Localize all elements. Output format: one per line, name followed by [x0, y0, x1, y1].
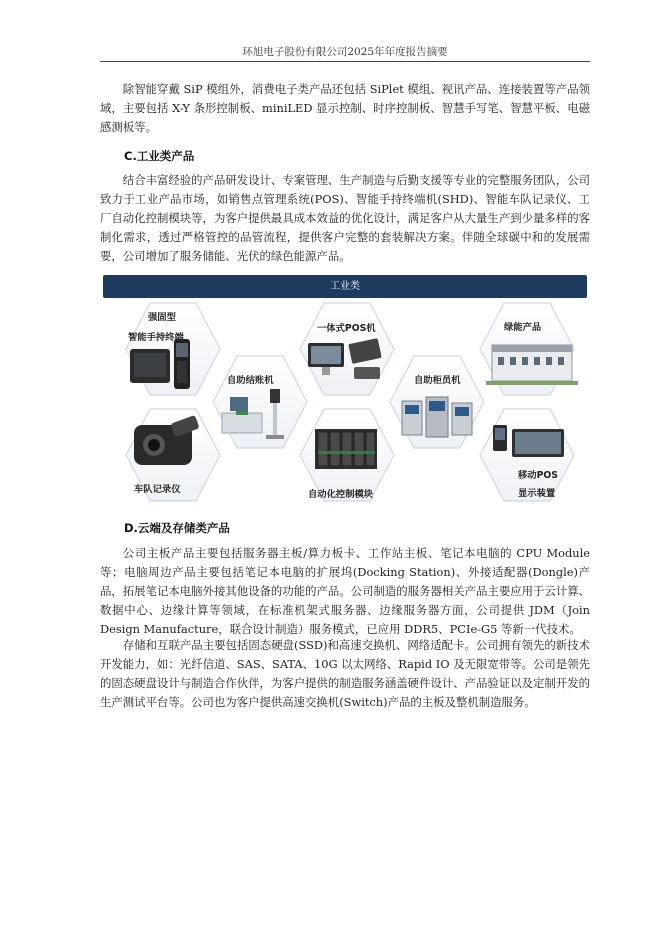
label-kiosk: 自助柜员机	[414, 375, 461, 386]
paragraph-text: 除智能穿戴 SiP 模组外，消费电子类产品还包括 SiPlet 模组、视讯产品、连接装置等产品领域，主要包括 X-Y 条形控制板、miniLED 显示控制、时序控制板、智慧手写笔、智慧平板、电磁感测板等。	[100, 82, 590, 134]
page-header: 环旭电子股份有限公司2025年年度报告摘要	[242, 46, 448, 58]
label-rugged: 强固型	[148, 312, 176, 323]
label-mobile-pos: 移动POS	[518, 470, 559, 481]
kiosk-image	[402, 397, 472, 437]
hex-self-checkout	[213, 356, 307, 448]
section-title-industrial: C.工业类产品	[124, 149, 195, 163]
label-display: 显示装置	[518, 488, 556, 499]
consumer-paragraph	[100, 80, 590, 137]
label-self-checkout: 自助结账机	[227, 375, 274, 386]
header-divider	[100, 61, 590, 62]
paragraph-text: 存储和互联产品主要包括固态硬盘(SSD)和高速交换机、网络适配卡。公司拥有领先的新技术开发能力，如：光纤信道、SAS、SATA、10G 以太网络、Rapid IO 及无限宽带等。公司是领先的固态硬盘设计与制造合作伙伴，为客户提供的制造服务涵盖硬件设计、产品验证以及定制开发的生产测试平台等。公司也为客户提供高速交换机(Switch)产品的主板及整机制造服务。	[100, 638, 590, 709]
paragraph-text: 结合丰富经验的产品研发设计、专案管理、生产制造与后勤支援等专业的完整服务团队，公司致力于工业产品市场，如销售点管理系统(POS)、智能手持终端机(SHD)、智能车队记录仪、工厂自动化控制模块等，为客户提供最具成本效益的优化设计，满足客户从大量生产到少量多样的客制化需求，透过严格管控的品管流程，提供客户完整的套装解决方案。伴随全球碳中和的发展需要，公司增加了服务储能、光伏的绿色能源产品。	[100, 173, 590, 263]
label-automation: 自动化控制模块	[308, 489, 374, 500]
automation-module-image	[315, 429, 377, 469]
label-smart-handheld: 智能手持终端	[128, 332, 184, 343]
storage-paragraph	[100, 636, 590, 712]
industrial-paragraph	[100, 171, 590, 266]
section-title-cloud-storage: D.云端及存储类产品	[124, 521, 230, 535]
green-energy-image	[486, 345, 578, 385]
label-pos: 一体式POS机	[317, 323, 376, 334]
figure-banner: 工业类	[103, 275, 587, 298]
label-fleet-recorder: 车队记录仪	[134, 484, 181, 495]
cloud-paragraph	[100, 544, 590, 639]
industrial-products-figure	[100, 275, 590, 502]
paragraph-text: 公司主板产品主要包括服务器主板/算力板卡、工作站主板、笔记本电脑的 CPU Module 等；电脑周边产品主要包括笔记本电脑的扩展坞(Docking Station)、外接适配器(Dongle)产品，拓展笔记本电脑外接其他设备的功能的产品。公司制造的服务器相关产品主要应用于云计算、数据中心、边缘计算等领域，在标准机架式服务器、边缘服务器方面，公司提供 JDM（Join Design Manufacture，联合设计制造）服务模式，已应用 DDR5、PCIe-G5 等新一代技术。	[100, 546, 590, 636]
label-green-energy: 绿能产品	[504, 322, 542, 333]
